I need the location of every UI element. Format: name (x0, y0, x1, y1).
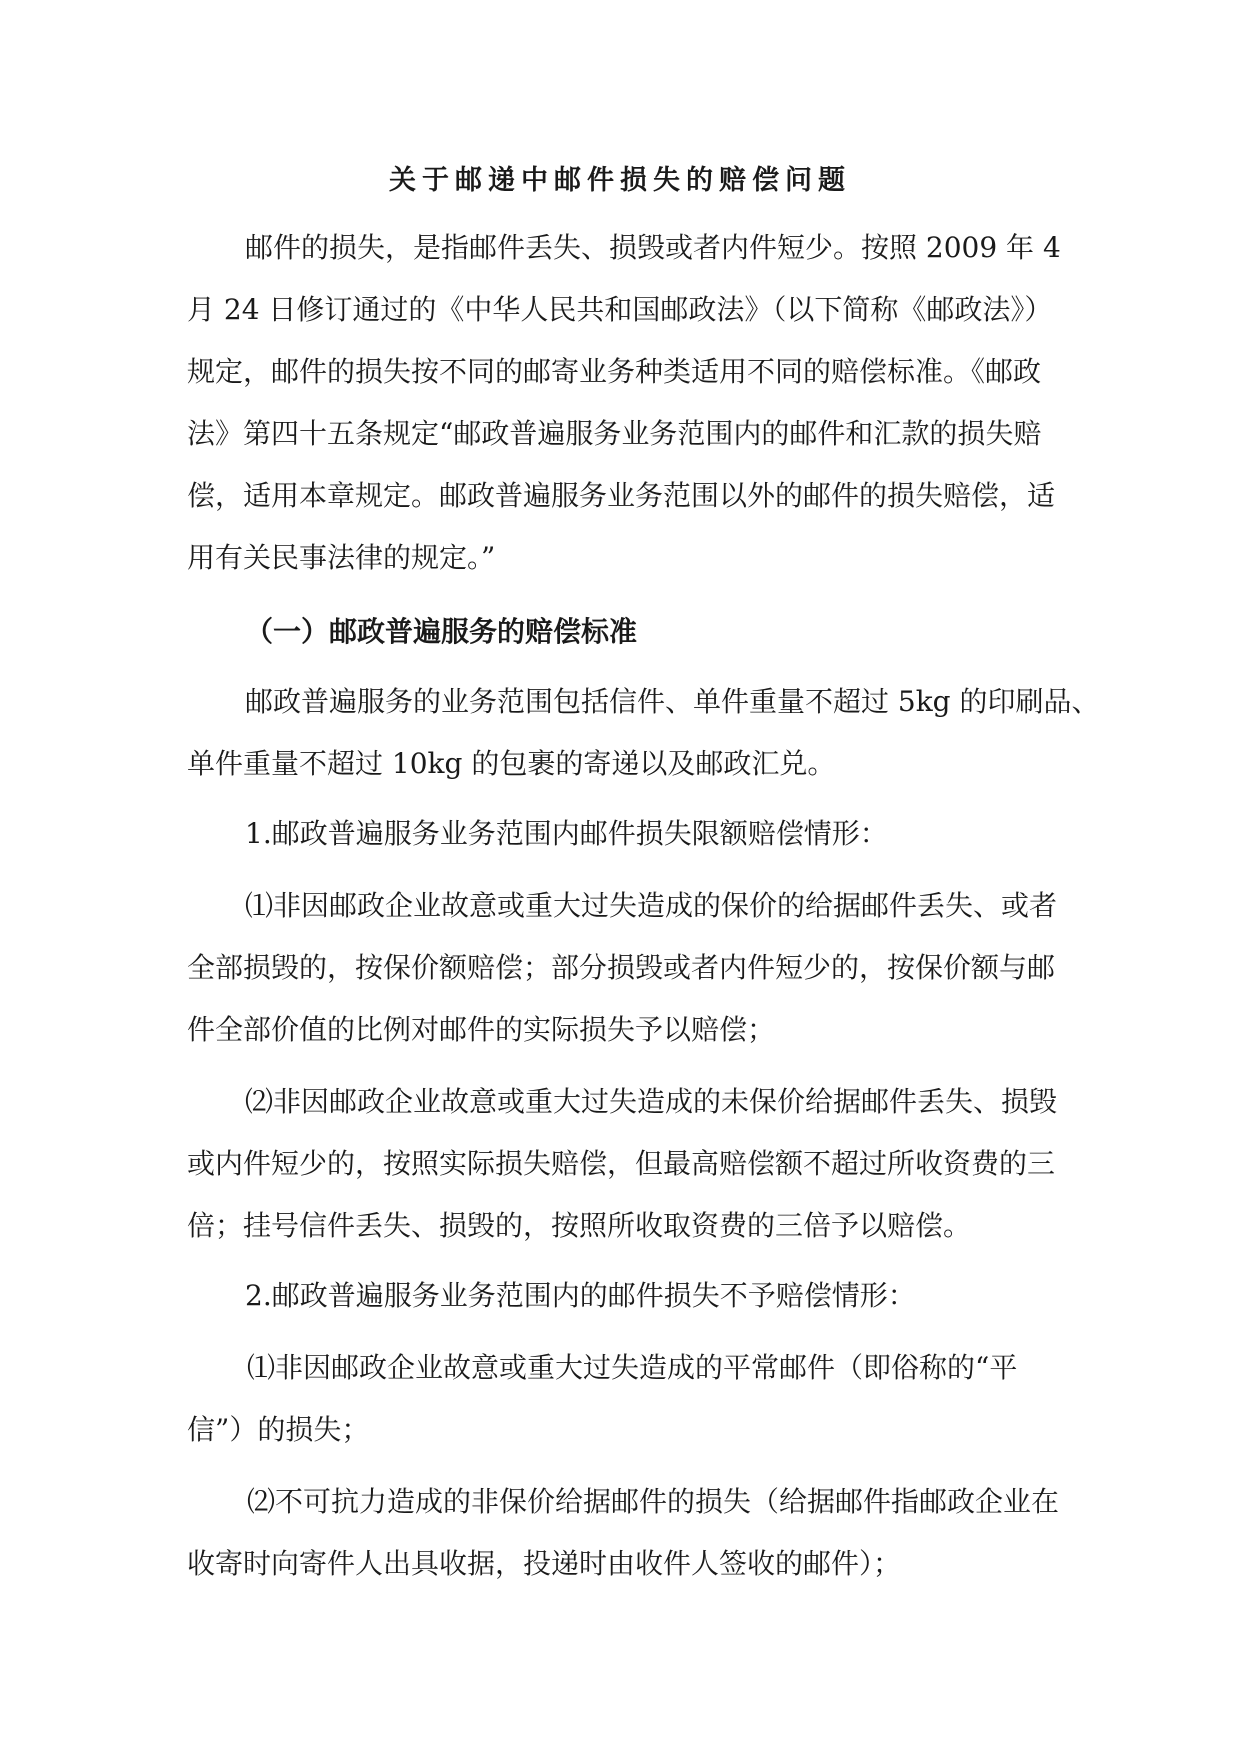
paragraph-line: 全部损毁的，按保价额赔偿；部分损毁或者内件短少的，按保价额与邮 (187, 951, 1056, 984)
paragraph-line: 单件重量不超过 10kg 的包裹的寄递以及邮政汇兑。 (187, 747, 836, 780)
paragraph-line: ⑴非因邮政企业故意或重大过失造成的平常邮件（即俗称的“平 (247, 1351, 1018, 1384)
paragraph-line: 用有关民事法律的规定。” (187, 541, 496, 574)
section-heading: （一）邮政普遍服务的赔偿标准 (245, 615, 638, 648)
paragraph-line: 邮件的损失，是指邮件丢失、损毁或者内件短少。按照 2009 年 4 (245, 231, 1061, 264)
paragraph-line: 1.邮政普遍服务业务范围内邮件损失限额赔偿情形： (245, 817, 888, 850)
paragraph-line: 件全部价值的比例对邮件的实际损失予以赔偿； (187, 1013, 776, 1046)
paragraph-line: 法》第四十五条规定“邮政普遍服务业务范围内的邮件和汇款的损失赔 (187, 417, 1042, 450)
paragraph-line: 偿，适用本章规定。邮政普遍服务业务范围以外的邮件的损失赔偿，适 (187, 479, 1056, 512)
paragraph-line: 或内件短少的，按照实际损失赔偿，但最高赔偿额不超过所收资费的三 (187, 1147, 1056, 1180)
paragraph-line: 月 24 日修订通过的《中华人民共和国邮政法》（以下简称《邮政法》） (187, 293, 1053, 326)
paragraph-line: ⑵非因邮政企业故意或重大过失造成的未保价给据邮件丢失、损毁 (245, 1085, 1058, 1118)
paragraph-line: 信”）的损失； (187, 1413, 370, 1446)
paragraph-line: ⑵不可抗力造成的非保价给据邮件的损失（给据邮件指邮政企业在 (247, 1485, 1060, 1518)
paragraph-line: 倍；挂号信件丢失、损毁的，按照所收取资费的三倍予以赔偿。 (187, 1209, 972, 1242)
paragraph-line: 规定，邮件的损失按不同的邮寄业务种类适用不同的赔偿标准。《邮政 (187, 355, 1042, 388)
document-title: 关于邮递中邮件损失的赔偿问题 (389, 165, 851, 196)
paragraph-line: 2.邮政普遍服务业务范围内的邮件损失不予赔偿情形： (245, 1279, 916, 1312)
paragraph-line: 收寄时向寄件人出具收据，投递时由收件人签收的邮件）； (187, 1547, 902, 1580)
paragraph-line: ⑴非因邮政企业故意或重大过失造成的保价的给据邮件丢失、或者 (245, 889, 1058, 922)
paragraph-line: 邮政普遍服务的业务范围包括信件、单件重量不超过 5kg 的印刷品、 (245, 685, 1100, 718)
